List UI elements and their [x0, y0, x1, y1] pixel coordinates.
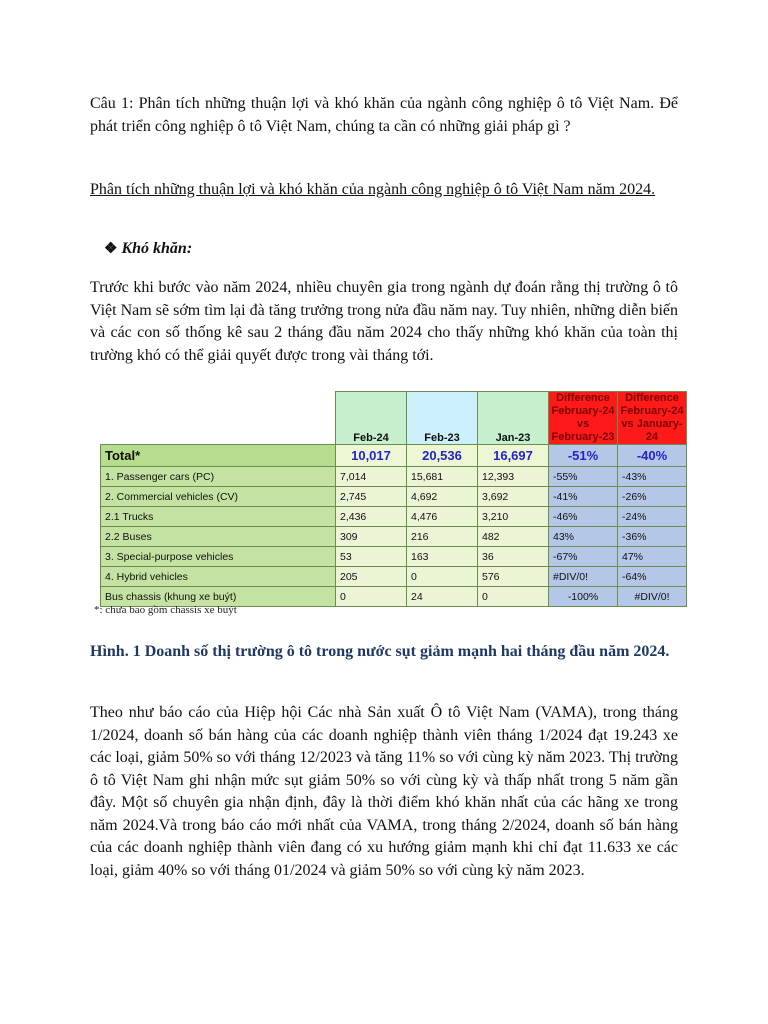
intro-paragraph: Trước khi bước vào năm 2024, nhiều chuyên gia trong ngành dự đoán rằng thị trường ô tô Việt Nam sẽ sớm tìm lại đà tăng trưởng trong nửa đầu năm nay. Tuy nhiên, những diễn biến và các con số thống kê sau 2 tháng đầu năm 2024 cho thấy những khó khăn của toàn thị trường khó có thể giải quyết được trong vài tháng tới.: [90, 279, 678, 364]
table-cell: -46%: [549, 507, 618, 527]
table-cell: 482: [478, 527, 549, 547]
table-row: [101, 507, 687, 527]
table-cell: 47%: [618, 547, 687, 567]
table-cell: -24%: [618, 507, 687, 527]
question-text: Câu 1: Phân tích những thuận lợi và khó khăn của ngành công nghiệp ô tô Việt Nam. Để phát triển công nghiệp ô tô Việt Nam, chúng ta cần có những giải pháp gì ?: [90, 95, 678, 135]
table-cell: -67%: [549, 547, 618, 567]
table-row: [101, 527, 687, 547]
row-label: Bus chassis (khung xe buýt): [101, 587, 336, 607]
table-cell: 12,393: [478, 467, 549, 487]
total-cell: -51%: [549, 445, 618, 467]
table-header-row: [101, 392, 687, 445]
table-cell: 205: [336, 567, 407, 587]
row-label: 2. Commercial vehicles (CV): [101, 487, 336, 507]
table-cell: 576: [478, 567, 549, 587]
table-cell: 4,692: [407, 487, 478, 507]
table-cell: -26%: [618, 487, 687, 507]
table-cell: 43%: [549, 527, 618, 547]
table-cell: -100%: [549, 587, 618, 607]
table-row: [101, 567, 687, 587]
table-cell: 0: [336, 587, 407, 607]
table-row: [101, 487, 687, 507]
table-cell: 3,210: [478, 507, 549, 527]
total-cell: -40%: [618, 445, 687, 467]
table-cell: 163: [407, 547, 478, 567]
table-cell: 15,681: [407, 467, 478, 487]
row-label: 2.2 Buses: [101, 527, 336, 547]
diamond-bullet-icon: ❖: [104, 241, 118, 257]
table-cell: 216: [407, 527, 478, 547]
header-feb-24: Feb-24: [336, 392, 407, 445]
sales-table-figure: [100, 391, 684, 606]
table-cell: #DIV/0!: [549, 567, 618, 587]
table-footnote: *: chưa bao gồm chassis xe buýt: [94, 604, 237, 616]
table-cell: #DIV/0!: [618, 587, 687, 607]
table-cell: 24: [407, 587, 478, 607]
row-label: 2.1 Trucks: [101, 507, 336, 527]
table-cell: 2,436: [336, 507, 407, 527]
table-cell: -41%: [549, 487, 618, 507]
table-cell: -36%: [618, 527, 687, 547]
header-diff-feb23: Difference February-24 vs February-23: [549, 392, 618, 445]
total-cell: 16,697: [478, 445, 549, 467]
table-cell: 2,745: [336, 487, 407, 507]
difficulty-heading: [104, 238, 692, 261]
body-paragraph: Theo như báo cáo của Hiệp hội Các nhà Sản xuất Ô tô Việt Nam (VAMA), trong tháng 1/2024, doanh số bán hàng của các doanh nghiệp thành viên tháng 1/2024 đạt 19.243 xe các loại, giảm 50% so với tháng 12/2023 và tăng 11% so với cùng kỳ năm 2023. Thị trường ô tô Việt Nam ghi nhận mức sụt giảm 50% so với cùng kỳ và thấp nhất trong 5 năm gần đây. Một số chuyên gia nhận định, đây là thời điểm khó khăn nhất của các hãng xe trong năm 2024.Và trong báo cáo mới nhất của VAMA, trong tháng 2/2024, doanh số bán hàng của các doanh nghiệp thành viên đang có xu hướng giảm mạnh khi chỉ đạt 11.633 xe các loại, giảm 40% so với tháng 01/2024 và giảm 50% so với cùng kỳ năm 2023.: [90, 704, 678, 879]
row-label: 1. Passenger cars (PC): [101, 467, 336, 487]
total-cell: 10,017: [336, 445, 407, 467]
table-cell: -43%: [618, 467, 687, 487]
table-total-row: [101, 445, 687, 467]
table-cell: 36: [478, 547, 549, 567]
total-cell: 20,536: [407, 445, 478, 467]
table-cell: 4,476: [407, 507, 478, 527]
row-label: 4. Hybrid vehicles: [101, 567, 336, 587]
table-cell: -55%: [549, 467, 618, 487]
table-cell: 53: [336, 547, 407, 567]
total-label: Total*: [101, 445, 336, 467]
table-cell: -64%: [618, 567, 687, 587]
header-feb-23: Feb-23: [407, 392, 478, 445]
difficulty-label: Khó khăn:: [121, 240, 193, 257]
header-diff-jan24: Difference February-24 vs January-24: [618, 392, 687, 445]
figure-caption: Hình. 1 Doanh số thị trường ô tô trong nước sụt giảm mạnh hai tháng đầu năm 2024.: [90, 643, 670, 660]
row-label: 3. Special-purpose vehicles: [101, 547, 336, 567]
table-cell: 0: [478, 587, 549, 607]
header-blank: [101, 392, 336, 445]
section-title: Phân tích những thuận lợi và khó khăn của ngành công nghiệp ô tô Việt Nam năm 2024.: [90, 181, 656, 198]
table-row: [101, 467, 687, 487]
header-jan-23: Jan-23: [478, 392, 549, 445]
table-cell: 309: [336, 527, 407, 547]
sales-table: [100, 391, 687, 607]
table-cell: 3,692: [478, 487, 549, 507]
table-cell: 0: [407, 567, 478, 587]
table-cell: 7,014: [336, 467, 407, 487]
table-row: [101, 547, 687, 567]
